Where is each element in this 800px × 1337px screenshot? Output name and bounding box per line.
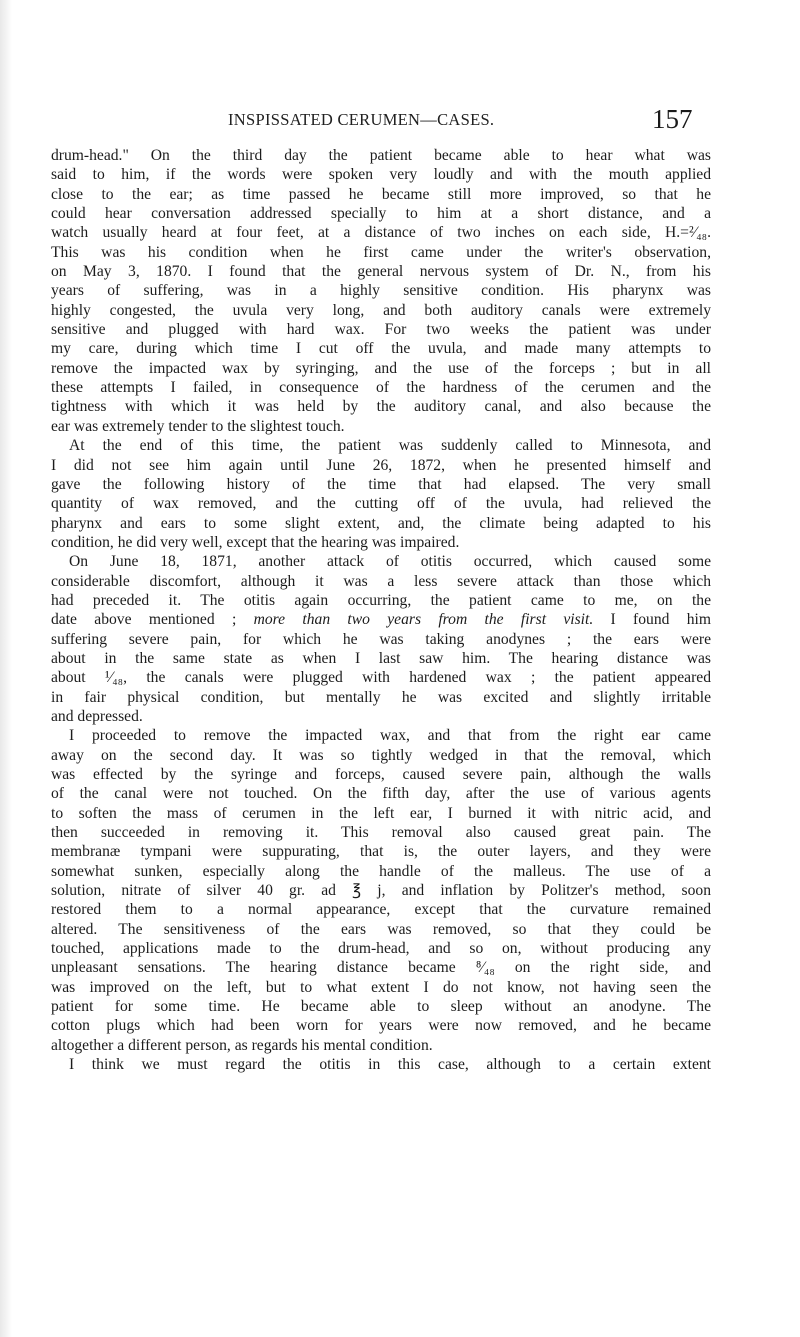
text-line: membranæ tympani were suppurating, that is, the outer layers, and they were [51,843,711,861]
text-line: considerable discomfort, although it was a less severe attack than those which [51,572,711,590]
text-line: my care, during which time I cut off the uvula, and made many attempts to [51,340,711,358]
text-line: remove the impacted wax by syringing, and the use of the forceps ; but in all [51,359,711,377]
text-line: to soften the mass of cerumen in the left ear, I burned it with nitric acid, and [51,804,711,822]
text-line: solution, nitrate of silver 40 gr. ad ℥ j, and inflation by Politzer's method, soon [51,882,711,900]
text-line: I think we must regard the otitis in this case, although to a certain extent [69,1056,711,1074]
text-line: pharynx and ears to some slight extent, and, the climate being adapted to his [51,514,711,532]
text-line: about in the same state as when I last saw him. The hearing distance was [51,649,711,667]
running-head [0,104,800,134]
text-line: This was his condition when he first came under the writer's observation, [51,243,711,261]
text-line: suffering severe pain, for which he was taking anodynes ; the ears were [51,630,711,648]
text-line: somewhat sunken, especially along the handle of the malleus. The use of a [51,862,711,880]
text-line: ear was extremely tender to the slightest touch. [51,417,345,435]
text-line: away on the second day. It was so tightly wedged in that the removal, which [51,746,711,764]
text-line: watch usually heard at four feet, at a distance of two inches on each side, H.=²⁄₄₈. [51,224,711,242]
text-line: I did not see him again until June 26, 1872, when he presented himself and [51,456,711,474]
italic-phrase: more than two years from the first visit. [253,611,594,629]
text-line: on May 3, 1870. I found that the general nervous system of Dr. N., from his [51,263,711,281]
text-line: said to him, if the words were spoken very loudly and with the mouth applied [51,166,711,184]
text-line: I proceeded to remove the impacted wax, and that from the right ear came [69,727,711,745]
text-line: altered. The sensitiveness of the ears was removed, so that they could be [51,920,711,938]
running-title: INSPISSATED CERUMEN—CASES. [228,110,495,129]
text-line: quantity of wax removed, and the cutting off of the uvula, had relieved the [51,495,711,513]
text-line: of the canal were not touched. On the fifth day, after the use of various agents [51,785,711,803]
text-line: restored them to a normal appearance, except that the curvature remained [51,901,711,919]
body-text [51,146,711,1075]
text-line: unpleasant sensations. The hearing distance became ⁸⁄₄₈ on the right side, and [51,959,711,977]
text-line: these attempts I failed, in consequence of the hardness of the cerumen and the [51,379,711,397]
text-line: tightness with which it was held by the auditory canal, and also because the [51,398,711,416]
page-number: 157 [652,104,693,134]
text-line: cotton plugs which had been worn for years were now removed, and he became [51,1017,711,1035]
text-line: then succeeded in removing it. This removal also caused great pain. The [51,824,711,842]
text-line: drum-head." On the third day the patient became able to hear what was [51,147,711,164]
text-line: could hear conversation addressed specially to him at a short distance, and a [51,205,711,223]
text-line: was effected by the syringe and forceps, caused severe pain, although the walls [51,766,711,783]
text-line: was improved on the left, but to what extent I do not know, not having seen the [51,978,711,996]
text-line: At the end of this time, the patient was suddenly called to Minnesota, and [69,437,711,455]
text-line: altogether a different person, as regards his mental condition. [51,1036,433,1054]
text-line: patient for some time. He became able to sleep without an anodyne. The [51,998,711,1016]
text-line: sensitive and plugged with hard wax. For two weeks the patient was under [51,321,711,339]
text-segment: date above mentioned ; [51,611,254,629]
text-line: gave the following history of the time that had elapsed. The very small [51,475,711,493]
page-gutter-shadow [0,0,12,1337]
text-line: about ¹⁄₄₈, the canals were plugged with hardened wax ; the patient appeared [51,669,711,687]
text-line: touched, applications made to the drum-head, and so on, without producing any [51,940,711,958]
text-segment: I found him [593,611,711,629]
text-line: years of suffering, was in a highly sensitive condition. His pharynx was [51,282,711,300]
text-line: had preceded it. The otitis again occurring, the patient came to me, on the [51,591,711,609]
text-line [51,610,711,629]
text-line: condition, he did very well, except that the hearing was impaired. [51,533,460,551]
text-line: and depressed. [51,707,143,725]
text-line: highly congested, the uvula very long, and both auditory canals were extremely [51,301,711,319]
text-line: in fair physical condition, but mentally he was excited and slightly irritable [51,688,711,706]
text-line: On June 18, 1871, another attack of otitis occurred, which caused some [69,553,711,571]
text-line: close to the ear; as time passed he became still more improved, so that he [51,185,711,203]
